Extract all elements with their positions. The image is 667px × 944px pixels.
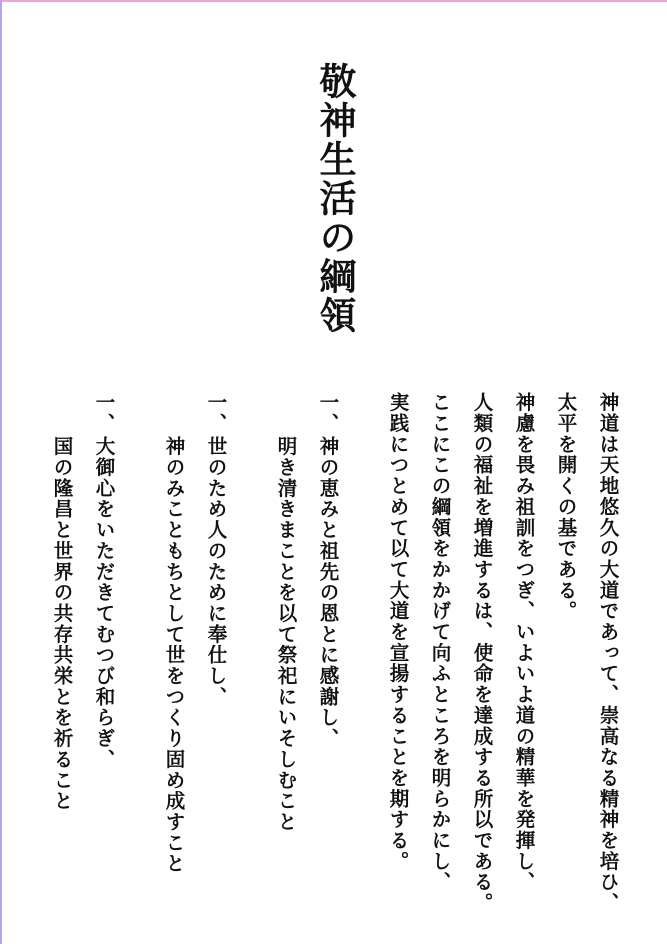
page-top-border [0, 0, 667, 2]
article-2-marker: 一、 [204, 392, 228, 434]
article-3-marker: 一、 [92, 392, 116, 434]
article-3-line-1: 大御心をいただきてむつび和らぎ、 [92, 436, 116, 770]
preamble-line-3: 神慮を畏み祖訓をつぎ、いよいよ道の精華を発揮し、 [512, 392, 536, 893]
article-3-line-2: 国の隆昌と世界の共存共栄とを祈ること [50, 436, 74, 812]
preamble-line-5: ここにこの綱領をかかげて向ふところを明らかにし、 [428, 392, 452, 893]
article-1-line-2: 明き清きまことを以て祭祀にいそしむこと [274, 436, 298, 833]
preamble-line-2: 太平を開くの基である。 [554, 392, 578, 622]
preamble-line-6: 実践につとめて以て大道を宣揚することを期する。 [386, 392, 410, 872]
page-left-border [0, 0, 2, 944]
article-1-line-1: 神の恵みと祖先の恩とに感謝し、 [316, 436, 340, 749]
document-title: 敬神生活の綱領 [313, 62, 357, 335]
preamble-line-4: 人類の福祉を増進するは、使命を達成する所以である。 [470, 392, 494, 914]
article-2-line-1: 世のため人のために奉仕し、 [204, 436, 228, 708]
article-2-line-2: 神のみこともちとして世をつくり固め成すこと [162, 436, 186, 874]
article-1-marker: 一、 [316, 392, 340, 434]
preamble-line-1: 神道は天地悠久の大道であって、崇高なる精神を培ひ、 [596, 392, 620, 914]
